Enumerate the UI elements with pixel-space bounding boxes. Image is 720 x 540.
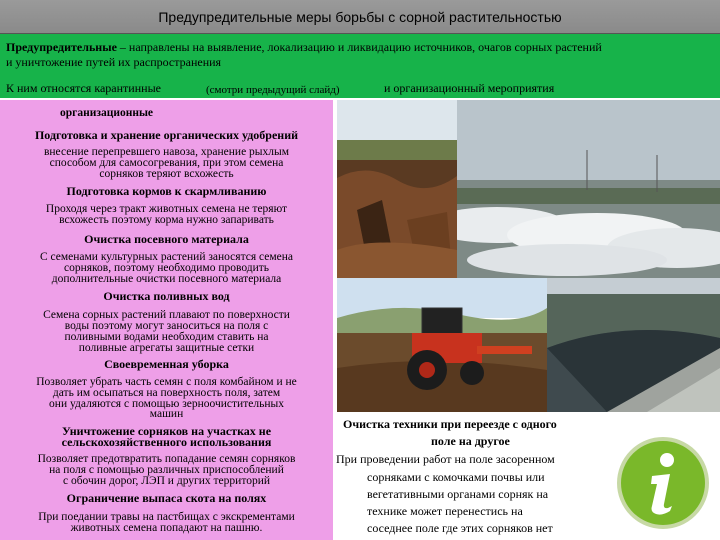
note-line: технике может перенестись на [367, 504, 523, 518]
manure-image [337, 100, 457, 278]
info-icon [612, 432, 714, 534]
section-line: дополнительные очистки посевного материала [51, 273, 282, 285]
left-panel [0, 100, 333, 540]
section-title: Подготовка и хранение органических удобрений [34, 128, 299, 142]
info-button[interactable] [612, 432, 714, 534]
section-title: Уничтожение сорняков на участках не [61, 424, 272, 438]
section-line: поливные агрегаты защитные сетки [78, 342, 255, 354]
equipment-cleaning-note [333, 412, 603, 540]
section-line: животных семена попадают на пашню. [70, 522, 263, 534]
section-title: Подготовка кормов к скармливанию [66, 184, 267, 198]
section-line: При поедании травы на пастбищах с экскрементами [38, 511, 295, 523]
section-line: они удаляются с помощью зерноочистительных [49, 398, 284, 410]
section-line: способом для самосогревания, при этом семена [49, 157, 284, 169]
intro-band [0, 34, 720, 98]
section-title: Очистка поливных вод [103, 289, 230, 303]
section-line: воды поэтому могут заноситься на поля с [64, 320, 269, 332]
note-line: соседнее поле где этих сорняков нет [367, 521, 553, 535]
section-line: дать им осыпаться на поверхность поля, затем [52, 387, 281, 399]
section-title: сельскохозяйственного использования [61, 435, 272, 449]
title-bar [0, 0, 720, 34]
note-line: При проведении работ на поле засоренном [336, 452, 555, 466]
section-line: Позволяет предотвратить попадание семян сорняков [37, 453, 296, 465]
section-line: всхожесть поэтому корма нужно запаривать [59, 214, 274, 226]
section-title: Ограничение выпаса скота на полях [66, 491, 267, 505]
section-title: Очистка посевного материала [84, 232, 249, 246]
section-line: внесение перепревшего навоза, хранение рыхлым [43, 146, 290, 158]
section-line: сорняков, поэтому необходимо проводить [63, 262, 270, 274]
section-line: машин [149, 408, 184, 420]
intro-row2-part1: К ним относятся карантинные [6, 81, 161, 95]
note-title: поле на другое [431, 434, 510, 448]
section-title: Своевременная уборка [104, 357, 229, 371]
section-line: Семена сорных растений плавают по поверхности [43, 309, 290, 321]
panel-heading: организационные [59, 107, 154, 119]
canal-photo [547, 278, 720, 412]
intro-definition-1: – направлены на выявление, локализацию и ликвидацию источников, очагов сорных растений [116, 40, 602, 54]
section-line: Позволяет убрать часть семян с поля комбайном и не [36, 376, 297, 388]
section-line: поливными водами необходим ставить на [64, 331, 269, 343]
section-line: с обочин дорог, ЛЭП и других территорий [62, 475, 271, 487]
canal-image [547, 278, 720, 412]
slide-title: Предупредительные меры борьбы с сорной растительностью [158, 8, 562, 25]
intro-row2-part2: (смотри предыдущий слайд) [206, 84, 340, 96]
storage-bags-photo [457, 100, 720, 278]
section-line: сорняков теряют всхожесть [99, 168, 234, 180]
intro-definition-2: и уничтожение путей их распространения [6, 55, 222, 69]
tractor-image [337, 278, 547, 412]
section-line: Проходя через тракт животных семена не теряют [45, 203, 288, 215]
section-line: С семенами культурных растений заносятся семена [39, 251, 294, 263]
note-title: Очистка техники при переезде с одного [343, 417, 557, 431]
note-line: сорняками с комочками почвы или [367, 470, 545, 484]
storage-bags-image [457, 100, 720, 278]
section-line: на поля с помощью различных приспособлений [49, 464, 284, 476]
intro-row2-part3: и организационный мероприятия [384, 81, 555, 95]
intro-term: Предупредительные [6, 40, 117, 54]
tractor-photo [337, 278, 547, 412]
intro-definition [6, 40, 714, 55]
note-line: вегетативными органами сорняк на [367, 487, 549, 501]
manure-photo [337, 100, 457, 278]
